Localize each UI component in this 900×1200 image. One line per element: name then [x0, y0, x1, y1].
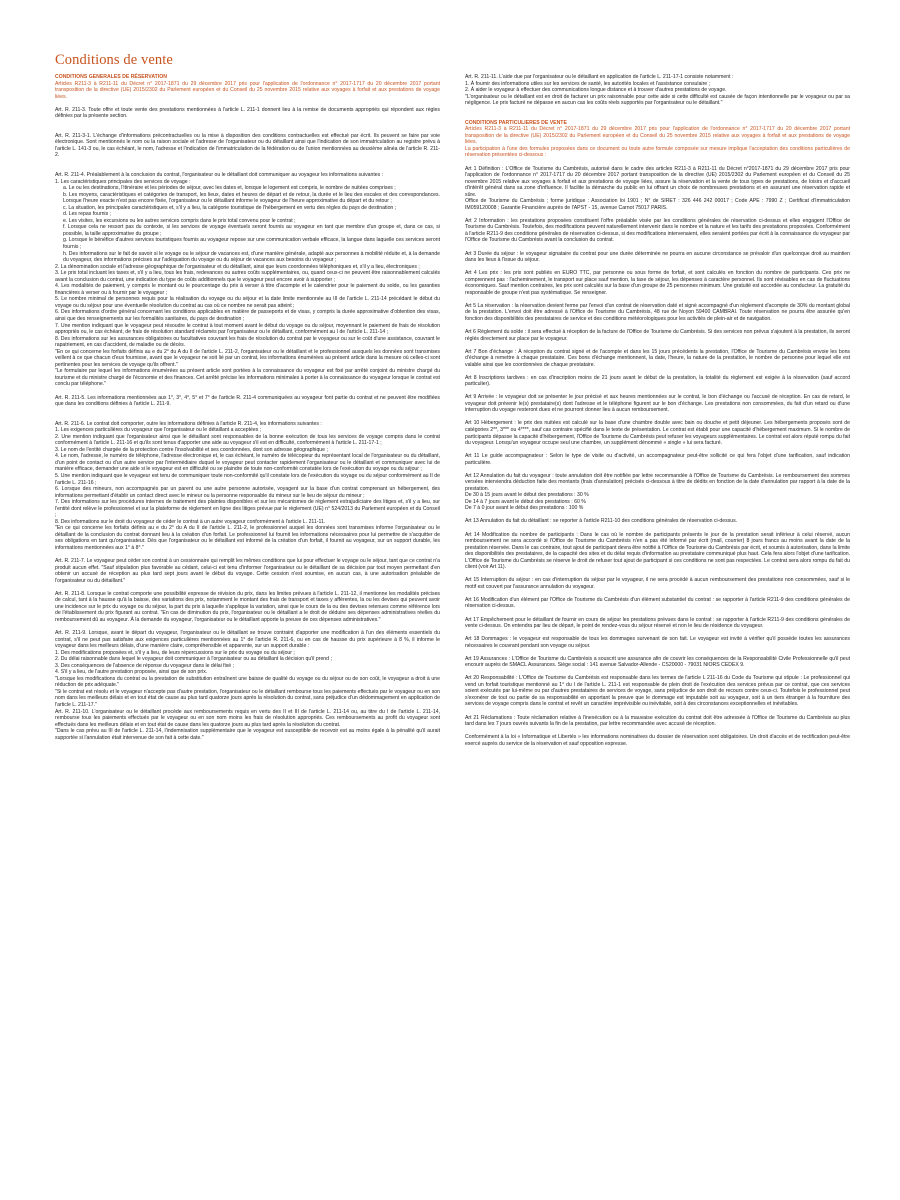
- section-intro: Articles R211-3 à R211-11 du Décret n° 2017-1871 du 29 décembre 2017 pris pour l'application de l'ordonnance n° 2017-1717 du 20 décembre 2017 portant transposition de la directive (UE) 2015/2302 du Parlement européen et du Conseil du 25 novembre 2015 relative aux voyages à forfait et aux prestations de voyage liées.: [465, 126, 850, 146]
- paragraph: Art. R. 211-7. Le voyageur peut céder son contrat à un cessionnaire qui remplit les mêmes conditions que lui pour effectuer le voyage ou le séjour, tant que ce contrat n'a produit aucun effet. "Sauf stipulation plus favorable au cédant, celui-ci est tenu d'informer l'organisateur ou le détaillant de sa décision par tout moyen permettant d'en obtenir un accusé de réception au plus tard sept jours avant le début du voyage. Cette cession n'est soumise, en aucun cas, à une autorisation préalable de l'organisateur ou du détaillant.": [55, 558, 440, 584]
- list-item: f. Lorsque cela ne ressort pas du contexte, si les services de voyage éventuels seront fournis au voyageur en tant que membre d'un groupe et, dans ce cas, si possible, la taille approximative du groupe ;: [63, 224, 440, 237]
- paragraph: "L'organisateur ou le détaillant est en droit de facturer un prix raisonnable pour cette aide si cette difficulté est causée de façon intentionnelle par le voyageur ou par sa négligence. Le prix facturé ne dépasse en aucun cas les coûts réels supportés par l'organisateur ou le détaillant.": [465, 93, 850, 107]
- section-heading: CONDITIONS PARTICULIERES DE VENTE: [465, 119, 567, 126]
- paragraph: Office de Tourisme du Cambrésis ; forme juridique : Association loi 1901 ; N° de SIRET : 326 446 242 00017 ; Code APE : 7990 Z ; Certificat d'Immatriculation IM059120008 ; Garantie Financière auprès de l'APST - 15, avenue Carnot 75017 PARIS.: [465, 198, 850, 211]
- text-line: De 14 à 7 jours avant le début des prestations : 60 %: [465, 498, 586, 505]
- text-line: De 30 à 15 jours avant le début des prestations : 30 %: [465, 492, 589, 499]
- text-line: "Dans le cas prévu au III de l'article L. 211-14, l'indemnisation supplémentaire que le voyageur est susceptible de recevoir est au moins égale à la pénalité qu'il aurait supportée si l'annulation était intervenue de son fait à cette date.": [55, 728, 440, 741]
- text-line: 7. Une mention indiquant que le voyageur peut résoudre le contrat à tout moment avant le début du voyage ou du séjour, moyennant le paiement de frais de résolution appropriés ou, le cas échéant, de frais de résolution standard réclamés par l'organisateur ou le détaillant, conformément au I de l'article L. 211-14 ;: [55, 322, 440, 336]
- text-line: 6. Des informations d'ordre général concernant les conditions applicables en matière de passeports et de visas, y compris la durée approximative d'obtention des visas, ainsi que des renseignements sur les formalités sanitaires, du pays de destination ;: [55, 309, 440, 322]
- text-line: 4. S'il y a lieu, de l'autre prestation proposée, ainsi que de son prix.: [55, 669, 208, 676]
- list-item: e. Les visites, les excursions ou les autres services compris dans le prix total convenu pour le contrat ;: [63, 217, 296, 224]
- section-heading: CONDITIONS GENERALES DE RÉSERVATION: [55, 74, 167, 80]
- paragraph: Art 13 Annulation du fait du détaillant : se reporter à l'article R211-10 des conditions générales de réservation ci-dessus.: [465, 518, 738, 525]
- text-line: 3. Le nom de l'entité chargée de la protection contre l'insolvabilité et ses coordonnées, dont son adresse géographique ;: [55, 446, 328, 453]
- paragraph: De 7 à 0 jour avant le début des prestations : 100 %: [465, 505, 584, 512]
- paragraph: Art 15 Interruption du séjour : en cas d'interruption du séjour par le voyageur, il ne sera procédé à aucun remboursement des prestations non consommées, sauf si le motif est couvert par l'assurance annulation du voyageur.: [465, 577, 850, 590]
- text-line: 1. Les caractéristiques principales des services de voyage :: [55, 178, 191, 185]
- paragraph: Art 2 Information : les prestations proposées constituent l'offre préalable visée par les conditions générales de réservation ci-dessus et elles engagent l'Office de Tourisme du Cambrésis. Toutefois, des modifications peuvent naturellement intervenir dans le nombre et la nature et les tarifs des prestations proposées. Conformément à l'article R211-9 des conditions générales de réservation ci-dessus, si des modifications intervenaient, elles seraient portées par écrit à la connaissance du voyageur par l'Office de Tourisme du Cambrésis avant la conclusion du contrat.: [465, 217, 850, 244]
- paragraph: Art 10 Hébergement : le prix des nuitées est calculé sur la base d'une chambre double avec bain ou douche et petit déjeuner. Les hébergements proposés sont de catégories 2**, 3*** ou 4****, sauf cas contraire spécifié dans le texte de présentation. Le contrat est établi pour une capacité d'hébergement maximum. Si le nombre de participants dépasse la capacité d'hébergement, l'Office de Tourisme du Cambrésis peut refuser les voyageurs supplémentaires. Le contrat est alors réputé rompu du fait du voyageur. Lorsqu'un voyageur occupe seul une chambre, un supplément dénommé « single » lui sera facturé.: [465, 420, 850, 447]
- paragraph: Art. R. 211-3-1. L'échange d'informations précontractuelles ou la mise à disposition des conditions contractuelles est effectué par écrit. Ils peuvent se faire par voie électronique. Sont mentionnés le nom ou la raison sociale et l'adresse de l'organisateur ou du détaillant ainsi que l'indication de son immatriculation au registre prévu à l'article L. 141-3 ou, le cas échéant, le nom, l'adresse et l'indication de l'immatriculation de la fédération ou de l'union mentionnées au deuxième alinéa de l'article R. 211-2.: [55, 132, 440, 159]
- text-line: Art. R. 211-10. L'organisateur ou le détaillant procède aux remboursements requis en vertu des II et III de l'article L. 211-14 ou, au titre du I de l'article L. 211-14, rembourse tous les paiements effectués par le voyageur ou en son nom moins les frais de résolution appropriés. Ces remboursements au profit du voyageur sont effectués dans les meilleurs délais et en tout état de cause dans les quatorze jours au plus tard après la résolution du contrat.: [55, 708, 440, 728]
- paragraph: Art 8 Inscriptions tardives : en cas d'inscription moins de 21 jours avant le début de la prestation, la totalité du règlement est exigée à la réservation (sauf accord particulier).: [465, 374, 850, 388]
- list-item: b. Les moyens, caractéristiques et catégories de transport, les lieux, dates et heures de départ et de retour, la durée et le lieu des escales et des correspondances. Lorsque l'heure exacte n'est pas encore fixée, l'organisateur ou le détaillant informe le voyageur de l'heure approximative du départ et du retour ;: [63, 191, 440, 205]
- paragraph: Art. R. 211-5. Les informations mentionnées aux 1°, 3°, 4°, 5° et 7° de l'article R. 211-4 communiquées au voyageur font partie du contrat et ne peuvent être modifiées que dans les conditions définies à l'article L. 211-9.: [55, 394, 440, 408]
- paragraph: Art 6 Règlement du solde : il sera effectué à réception de la facture de l'Office de Tourisme du Cambrésis. Si des services non prévus s'ajoutent à la prestation, ils seront réglés directement sur place par le voyageur.: [465, 328, 850, 342]
- section-intro: La participation à l'une des formules proposées dans ce document ou toute autre formule composée sur mesure implique l'acceptation des conditions particulières de réservation présentées ci-dessous :: [465, 145, 850, 159]
- text-line: 6. Lorsque des mineurs, non accompagnés par un parent ou une autre personne autorisée, voyagent sur la base d'un contrat comprenant un hébergement, des informations permettant d'établir un contact direct avec le mineur ou la personne responsable du mineur sur le lieu de séjour du mineur ;: [55, 486, 440, 499]
- list-item: a. Le ou les destinations, l'itinéraire et les périodes de séjour, avec les dates et, lorsque le logement est compris, le nombre de nuitées comprises ;: [63, 185, 396, 192]
- paragraph: Art 7 Bon d'échange : À réception du contrat signé et de l'acompte et dans les 15 jours précédents la prestation, l'Office de Tourisme du Cambrésis envoie les bons d'échange à remettre à chaque prestataire. Ces bons d'échange mentionnent, la date, l'heure, la nature de la prestation, le nombre de personne pour lequel elle est valable ainsi que les coordonnées de chaque prestataire.: [465, 348, 850, 368]
- paragraph: Art 14 Modification du nombre de participants : Dans le cas où le nombre de participants présents le jour de la prestation serait inférieur à celui réservé, aucun remboursement ne sera accordé si l'Office de Tourisme du Cambrésis n'en a pas été informé par écrit (mail, courrier) 8 jours francs au moins avant la date de la prestation réservée. Dans le cas contraire, tout ajout de participant devra être notifié à l'Office de Tourisme du Cambrésis par écrit, et soumis à autorisation, dans la limite des disponibilités des prestataires, de la capacité des sites et du délai requis d'information au prestataire communiqué plus haut. Cela fera alors l'objet d'une tarification. L'Office de Tourisme du Cambrésis se réserve le droit de refuser tout ajout de participant si ces conditions ne sont pas respectées. Le contrat sera alors rompu du fait du client (voir Art 11).: [465, 531, 850, 571]
- section-intro: Articles R211-3 à R211-11 du Décret n° 2017-1871 du 29 décembre 2017 pris pour l'application de l'ordonnance n° 2017-1717 du 20 décembre 2017 portant transposition de la directive (UE) 2015/2302 du Parlement européen et du Conseil du 25 novembre 2015 relative aux voyages à forfait et aux prestations de voyage liées.: [55, 80, 440, 100]
- text-line: 1. Des modifications proposées et, s'il y a lieu, de leurs répercussions sur le prix du voyage ou du séjour ;: [55, 649, 295, 656]
- paragraph: "Le formulaire par lequel les informations énumérées au présent article sont portées à la connaissance du voyageur est fixé par arrêté conjoint du ministre chargé du tourisme et du ministre chargé de l'économie et des finances. Cet arrêté précise les informations minimales à porter à la connaissance du voyageur lorsque le contrat est conclu par téléphone.": [55, 368, 440, 388]
- right-column: [465, 74, 850, 747]
- text-line: 2. Du délai raisonnable dans lequel le voyageur doit communiquer à l'organisateur ou au détaillant la décision qu'il prend ;: [55, 656, 332, 663]
- text-line: 2. À aider le voyageur à effectuer des communications longue distance et à trouver d'autres prestations de voyage.: [465, 87, 727, 94]
- list-item: h. Des informations sur le fait de savoir si le voyage ou le séjour de vacances est, d'une manière générale, adapté aux personnes à mobilité réduite et, à la demande du voyageur, des informations précises sur l'adéquation du voyage ou du séjour de vacances aux besoins du voyageur ;: [63, 250, 440, 264]
- paragraph: Art 11 Le guide accompagnateur : Selon le type de visite ou d'activité, un accompagnateur peut-être sollicité ce qui fera l'objet d'une tarification, sauf indication particulière.: [465, 453, 850, 466]
- text-line: Conformément à la loi « Informatique et Libertés » les informations nominatives du dossier de réservation sont obligatoires. Un droit d'accès et de rectification peut-être exercé auprès du service de la réservation et sauf opposition expresse.: [465, 734, 850, 747]
- page-title: Conditions de vente: [55, 52, 173, 68]
- paragraph: Art 19 Assurances : L'Office de Tourisme du Cambrésis a souscrit une assurance afin de couvrir les conséquences de la Responsabilité Civile Professionnelle qu'il peut encourir auprès de SMACL Assurances. Siège social : 141 avenue Salvador-Allende - CS20000 - 79031 NIORS CEDEX 9.: [465, 655, 850, 669]
- text-line: "Lorsque les modifications du contrat ou la prestation de substitution entraînent une baisse de qualité du voyage ou du séjour ou de son coût, le voyageur a droit à une réduction de prix adéquate.": [55, 675, 440, 689]
- paragraph: Art 20 Responsabilité : L'Office de Tourisme du Cambrésis est responsable dans les termes de l'article L 211-16 du Code du Tourisme qui stipule : Le professionnel qui vend un forfait touristique mentionné au 1° du I de l'article L. 211-1 est responsable de plein droit de l'exécution des services prévus par ce contrat, que ces services soient exécutés par lui-même ou par d'autres prestataires de services de voyage, sans préjudice de son droit de recours contre ceux-ci. Toutefois le professionnel peut s'exonérer de tout ou partie de sa responsabilité en apportant la preuve que le dommage est imputable soit au voyageur, soit à un tiers étranger à la fourniture des services de voyage compris dans le contrat et revêt un caractère imprévisible ou inévitable, soit à des circonstances exceptionnelles et inévitables.: [465, 675, 850, 708]
- text-line: Art 12 Annulation du fait du voyageur : toute annulation doit être notifiée par lettre recommandée à l'Office de Tourisme du Cambrésis. Le remboursement des sommes versées interviendra déduction faite des montants (frais d'annulation) précisés ci-dessous à titre de dédits en fonction de la date d'annulation par rapport à la date de la prestation.: [465, 472, 850, 492]
- paragraph: Art. R. 211-8. Lorsque le contrat comporte une possibilité expresse de révision du prix, dans les limites prévues à l'article L. 211-12, il mentionne les modalités précises de calcul, tant à la hausse qu'à la baisse, des variations des prix, notamment le montant des frais de transport et taxes y afférentes, la ou les devises qui peuvent avoir une incidence sur le prix du voyage ou du séjour, la part du prix à laquelle s'applique la variation, ainsi que le cours de la ou des devises retenues comme référence lors de l'établissement du prix figurant au contrat. "En cas de diminution du prix, l'organisateur ou le détaillant a le droit de déduire ses dépenses administratives réelles du remboursement dû au voyageur. À la demande du voyageur, l'organisateur ou le détaillant apporte la preuve de ces dépenses administratives.": [55, 590, 440, 623]
- paragraph: Art 16 Modification d'un élément par l'Office de Tourisme du Cambrésis d'un élément substantiel du contrat : se rapporter à l'article R211-9 des conditions générales de réservation ci-dessus.: [465, 596, 850, 610]
- paragraph: Art 3 Durée du séjour : le voyageur signataire du contrat pour une durée déterminée ne pourra en aucune circonstance se prévaloir d'un quelconque droit au maintien dans les lieux à l'issue du séjour.: [465, 250, 850, 264]
- paragraph: Art 21 Réclamations : Toute réclamation relative à l'inexécution ou à la mauvaise exécution du contrat doit être adressée à l'Office de Tourisme du Cambrésis au plus tard dans les 7 jours ouvrés suivants la fin de la prestation, par lettre recommandée avec accusé de réception.: [465, 714, 850, 728]
- text-line: Art. R. 211-6. Le contrat doit comporter, outre les informations définies à l'article R. 211-4, les informations suivantes :: [55, 420, 322, 427]
- text-line: 1. Les exigences particulières du voyageur que l'organisateur ou le détaillant a acceptées ;: [55, 427, 262, 434]
- list-item: d. Les repas fournis ;: [63, 211, 112, 218]
- text-line: "Si le contrat est résolu et le voyageur n'accepte pas d'autre prestation, l'organisateur ou le détaillant rembourse tous les paiements effectués par le voyageur ou en son nom dans les meilleurs délais et en tout état de cause au plus tard quatorze jours après la résolution du contrat, sans préjudice d'un dédommagement en application de l'article L. 211-17.": [55, 688, 440, 708]
- text-line: 7. Des informations sur les procédures internes de traitement des plaintes disponibles et sur les mécanismes de règlement extrajudiciaire des litiges et, s'il y a lieu, sur l'entité dont relève le professionnel et sur la plateforme de règlement en ligne des litiges prévue par le règlement (UE) n° 524/2013 du Parlement européen et du Conseil ;: [55, 499, 440, 519]
- left-column: [55, 74, 440, 747]
- paragraph: "En ce qui concerne les forfaits définis au e du 2° du A du II de l'article L. 211-2, le professionnel auquel les données sont transmises informe l'organisateur ou le détaillant de la conclusion du contrat donnant lieu à la création d'un forfait. Le professionnel lui fournit les informations nécessaires pour lui permettre de s'acquitter de ses obligations en tant qu'organisateur. Dès que l'organisateur ou le détaillant est informé de la création d'un forfait, il fournit au voyageur, sur un support durable, les informations mentionnées aux 1° à 8°.": [55, 525, 440, 551]
- paragraph: Art 4 Les prix : les prix sont publiés en EURO TTC, par personne ou sous forme de forfait, et sont calculés en fonction du nombre de participants. Ces prix ne comprennent pas : l'acheminement, le transport sur place sauf mention, la taxe de séjour, les dépenses à caractère personnel. Ils sont révisables en cas de fluctuations économiques. Sauf mention contraires, les prix sont calculés sur la base d'un groupe de 25 personnes minimum. Une gratuité est accordée au conducteur. La gratuité du responsable de groupe n'est pas systématique. Se renseigner.: [465, 270, 850, 296]
- text-line: 3. Des conséquences de l'absence de réponse du voyageur dans le délai fixé ;: [55, 662, 235, 669]
- text-line: 8. Des informations sur les assurances obligatoires ou facultatives couvrant les frais de résolution du contrat par le voyageur ou sur le coût d'une assistance, couvrant le rapatriement, en cas d'accident, de maladie ou de décès.: [55, 335, 440, 349]
- text-line: 5. Le nombre minimal de personnes requis pour la réalisation du voyage ou du séjour et la date limite mentionnée au III de l'article L. 211-14 précédant le début du voyage ou du séjour pour une éventuelle résolution du contrat au cas où ce nombre ne serait pas atteint ;: [55, 296, 440, 309]
- text-line: Art. R. 211-4. Préalablement à la conclusion du contrat, l'organisateur ou le détaillant doit communiquer au voyageur les informations suivantes :: [55, 171, 384, 178]
- text-columns: [55, 74, 850, 747]
- text-line: 2. Une mention indiquant que l'organisateur ainsi que le détaillant sont responsables de la bonne exécution de tous les services de voyage compris dans le contrat conformément à l'article L. 211-16 et qu'ils sont tenus d'apporter une aide au voyageur s'il est en difficulté, conformément à l'article L. 211-17-1 ;: [55, 433, 440, 447]
- text-line: 4. Les modalités de paiement, y compris le montant ou le pourcentage du prix à verser à titre d'acompte et le calendrier pour le paiement du solde, ou les garanties financières à verser ou à fournir par le voyageur ;: [55, 283, 440, 296]
- text-line: Art. R. 211-9. Lorsque, avant le départ du voyageur, l'organisateur ou le détaillant se trouve contraint d'apporter une modification à l'un des éléments essentiels du contrat, s'il ne peut pas satisfaire aux exigences particulières mentionnées au 1° de l'article R. 211-6, ou en cas de hausse du prix supérieure à 8 %, il informe le voyageur dans les meilleurs délais, d'une manière claire, compréhensible et apparente, sur un support durable :: [55, 629, 440, 650]
- paragraph: Art 17 Empêchement pour le détaillant de fournir en cours de séjour les prestations prévues dans le contrat : se rapporter à l'article R211-9 des conditions générales de vente ci-dessus. On entendra par lieu de départ, le point de rendez-vous du séjour réservé et non le lieu de résidence du voyageur.: [465, 616, 850, 630]
- paragraph: Art. R. 211-3. Toute offre et toute vente des prestations mentionnées à l'article L. 211-1 donnent lieu à la remise de documents appropriés qui répondent aux règles définies par la présente section.: [55, 106, 440, 120]
- text-line: 1. À fournir des informations utiles sur les services de santé, les autorités locales et l'assistance consulaire ;: [465, 80, 710, 87]
- text-line: 5. Une mention indiquant que le voyageur est tenu de communiquer toute non-conformité qu'il constate lors de l'exécution du voyage ou du séjour conformément au II de l'article L. 211-16 ;: [55, 472, 440, 486]
- text-line: 2. La dénomination sociale et l'adresse géographique de l'organisateur et du détaillant, ainsi que leurs coordonnées téléphoniques et, s'il y a lieu, électroniques ;: [55, 263, 420, 270]
- text-line: 3. Le prix total incluant les taxes et, s'il y a lieu, tous les frais, redevances ou autres coûts supplémentaires, ou, quand ceux-ci ne peuvent être raisonnablement calculés avant la conclusion du contrat, une indication du type de coûts additionnels que le voyageur peut encore avoir à supporter ;: [55, 270, 440, 283]
- text-line: 4. Le nom, l'adresse, le numéro de téléphone, l'adresse électronique et, le cas échéant, le numéro de télécopieur du représentant local de l'organisateur ou du détaillant, d'un point de contact ou d'un autre service par l'intermédiaire duquel le voyageur peut contacter rapidement l'organisateur ou le détaillant et communiquer avec lui de manière efficace, demander une aide si le voyageur est en difficulté ou se plaindre de toute non-conformité constatée lors de l'exécution du voyage ou du séjour ;: [55, 453, 440, 473]
- list-item: c. La situation, les principales caractéristiques et, s'il y a lieu, la catégorie touristique de l'hébergement en vertu des règles du pays de destination ;: [63, 204, 397, 211]
- paragraph: Art 9 Arrivée : le voyageur doit se présenter le jour précisé et aux heures mentionnées sur le contrat, le bon d'échange ou l'accusé de réception. En cas de retard, le voyageur doit prévenir le(s) prestataire(s) dont l'adresse et le téléphone figurent sur le bon d'échange. Les prestations non consommées, du fait d'un retard ou d'une interruption du voyage resteront dues et ne pourront donner lieu à aucun remboursement.: [465, 394, 850, 414]
- paragraph: Art 18 Dommages : le voyageur est responsable de tous les dommages survenant de son fait. Le voyageur est invité à vérifier qu'il possède toutes les assurances nécessaires le couvrant pendant son voyage ou séjour.: [465, 636, 850, 649]
- conditions-page: [55, 52, 850, 747]
- text-line: Art. R. 211-11. L'aide due par l'organisateur ou le détaillant en application de l'article L. 211-17-1 consiste notamment :: [465, 74, 734, 80]
- text-line: Art 1 Définition : L'Office de Tourisme du Cambrésis, autorisé dans le cadre des articles R211-3 à R211-11 du Décret n°2017-1871 du 29 décembre 2017 pris pour l'application de l'ordonnance n° 2017-1717 du 20 décembre 2017 portant transposition de la directive (UE) 2015/2302 du Parlement européen et du Conseil du 25 novembre 2015 relative aux voyages à forfait et aux prestations de voyage liées, assure la réservation et la vente de tous types de prestations, de loisirs et d'accueil d'intérêt général dans sa zone d'influence. Il facilite la démarche du public en lui offrant un choix de nombreuses prestations et en assurant une réservation rapide et sûre.: [465, 165, 850, 198]
- list-item: g. Lorsque le bénéfice d'autres services touristiques fournis au voyageur repose sur une communication verbale efficace, la langue dans laquelle ces services seront fournis ;: [63, 237, 440, 250]
- paragraph: Art 5 La réservation : la réservation devient ferme par l'envoi d'un contrat de réservation daté et signé accompagné d'un règlement d'acompte de 30% du montant global de la prestation. L'envoi doit être adressé à l'Office de Tourisme du Cambrésis, 48 rue de Noyon 59400 CAMBRAI. Toute réservation ne pourra être assurée qu'en fonction des disponibilités des prestataires de service et des conditions météorologiques pour les activités de plein-air et de navigation.: [465, 302, 850, 322]
- text-line: 8. Des informations sur le droit du voyageur de céder le contrat à un autre voyageur conformément à l'article L. 211-11.: [55, 518, 326, 525]
- text-line: "En ce qui concerne les forfaits définis au e du 2° du A du II de l'article L. 211-2, l'organisateur ou le détaillant et le professionnel auxquels les données sont transmises veillent à ce que chacun d'eux fournisse, avant que le voyageur ne soit lié par un contrat, les informations énumérées au présent article dans la mesure où celles-ci sont pertinentes pour les services de voyage qu'ils offrent.": [55, 348, 440, 368]
